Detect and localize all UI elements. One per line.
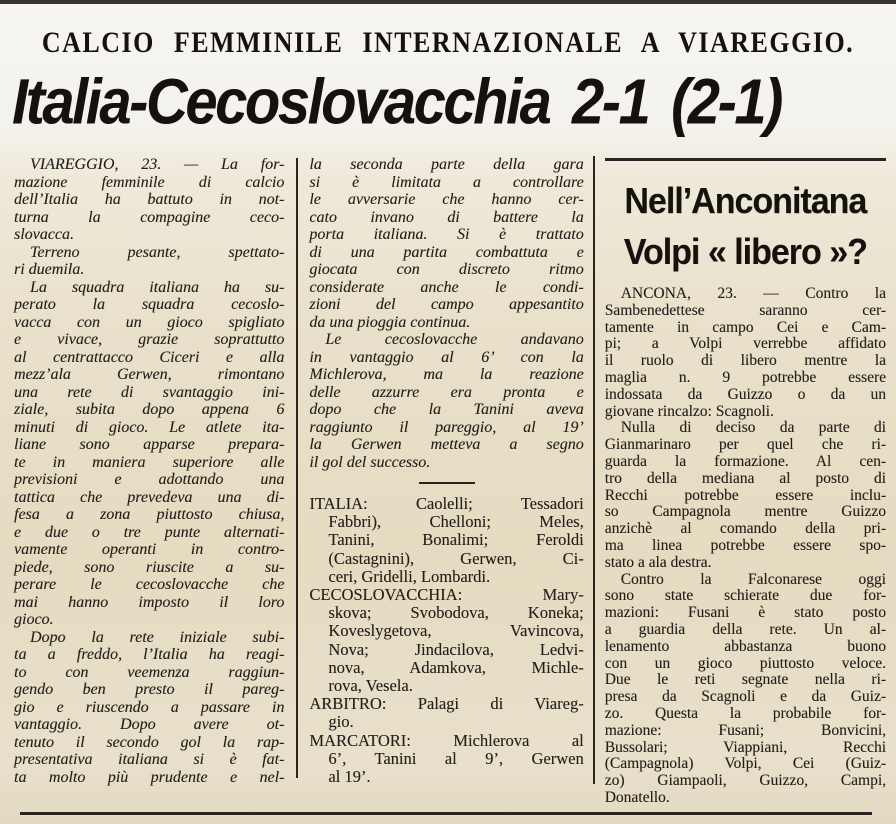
text-line: gendo ben presto il pareg- — [14, 681, 285, 698]
text-line: dell’Italia ha battuto in not- — [14, 191, 285, 208]
text-line: mazione femminile di calcio — [14, 173, 285, 191]
text-line: raggiunto il pareggio, al 19’ — [309, 418, 584, 436]
column-divider-1 — [296, 158, 298, 778]
text-line: delle azzurre era pronta e — [309, 383, 584, 401]
text-line: (Campagnola) Volpi, Cei (Guiz- — [604, 755, 886, 773]
text-line: giovane rincalzo: Scagnoli. — [604, 402, 774, 420]
text-line: Tanini, Bonalimi; Feroldi — [328, 530, 584, 550]
training-paragraph — [605, 572, 886, 807]
text-line: minuti di gioco. Le atlete ita- — [14, 418, 285, 436]
text-line: ARBITRO: Palagi di Viareg- — [309, 694, 584, 714]
text-line: Nova; Jindacilova, Ledvi- — [328, 639, 584, 659]
text-line: maglia n. 9 potrebbe essere — [604, 368, 886, 386]
text-line: con un gioco piuttosto veloce. — [604, 654, 886, 672]
text-line: mazione: Fusani; Bonvicini, — [604, 721, 886, 739]
side-article-headline — [605, 176, 886, 278]
main-article-column-1 — [14, 156, 284, 790]
text-line: Michlerova, ma la reazione — [309, 366, 584, 383]
text-line: stato a ala destra. — [604, 553, 712, 571]
text-line: cato invano di battere la — [309, 208, 584, 226]
text-line: (Castagnini), Gerwen, Ci- — [328, 548, 584, 568]
text-line: Due le reti segnate nella ri- — [604, 671, 886, 689]
main-article-column-2 — [309, 156, 583, 790]
bottom-rule — [20, 812, 872, 815]
text-line: VIAREGGIO, 23. — La for- — [30, 156, 285, 173]
text-line: mai hanno imposto il loro — [14, 593, 285, 611]
text-line: vantaggio. Dopo avere ot- — [14, 716, 285, 733]
text-line: gioco. — [14, 611, 54, 628]
text-line: si è limitata a controllare — [309, 173, 584, 191]
text-line: La squadra italiana ha su- — [30, 278, 285, 296]
text-line: vamente operanti in contro- — [14, 541, 285, 558]
side-article-column — [604, 156, 886, 806]
text-line: Nulla di deciso da parte di — [620, 419, 886, 437]
text-line: ta molto più prudente e nel- — [14, 768, 285, 786]
text-line: da una pioggia continua. — [309, 313, 471, 331]
text-line: zo. Questa la probabile for- — [604, 704, 886, 722]
text-line: Dopo la rete iniziale subi- — [30, 628, 285, 646]
conditions-paragraph — [14, 244, 284, 279]
text-line: a guardia della rete. Un al- — [604, 620, 886, 638]
text-line: pi; a Volpi verrebbe affidato — [604, 335, 886, 353]
text-line: Fabbri), Chelloni; Meles, — [328, 512, 584, 532]
text-line: ITALIA: Caolelli; Tessadori — [309, 494, 584, 513]
text-line: porta italiana. Si è trattato — [309, 226, 584, 243]
text-line: tattica che prevedeva una di- — [14, 488, 285, 506]
text-line: zioni del campo appesantito — [309, 296, 584, 313]
match-report-continued — [309, 156, 583, 471]
text-line: ziale, subita dopo appena 6 — [14, 401, 285, 418]
text-line: Gianmarinaro per quel che ri- — [604, 436, 886, 454]
side-headline-line-1: Nell’Anconitana — [624, 181, 867, 222]
text-line: perare le cecoslovacche che — [14, 576, 285, 593]
lineup-marcatori — [309, 732, 583, 787]
text-line: gio e riuscendo a passare in — [14, 698, 285, 716]
text-line: presa da Scagnoli e da Guiz- — [604, 688, 886, 706]
text-line: ma linea potrebbe essere spo- — [604, 536, 886, 554]
text-line: ta a freddo, l’Italia ha reagi- — [14, 646, 285, 663]
text-line: rova, Vesela. — [328, 676, 413, 696]
text-line: di una partita combattuta e — [309, 243, 584, 261]
text-line: Recchi potrebbe essere inclu- — [604, 486, 886, 504]
text-line: tamente in campo Cei e Cam- — [604, 318, 886, 336]
text-line: ri duemila. — [14, 261, 85, 278]
text-line: anzichè al comando della pri- — [604, 520, 886, 538]
text-line: vacca con un gioco spigliato — [14, 313, 285, 331]
text-line: una rete di svantaggio ini- — [14, 383, 285, 401]
lineup-list — [309, 495, 583, 786]
text-line: skova; Svobodova, Koneka; — [328, 603, 584, 623]
lineup-italia — [309, 495, 583, 586]
text-line: CECOSLOVACCHIA: Mary- — [309, 585, 584, 605]
text-line: Bussolari; Viappiani, Recchi — [604, 738, 886, 756]
text-line: fesa a zona piuttosto chiusa, — [14, 506, 285, 523]
text-line: e vivace, grazie soprattutto — [14, 331, 285, 348]
lineup-arbitro — [309, 695, 583, 731]
text-line: tro della mediana al posto di — [604, 469, 886, 487]
reaction-paragraph — [14, 629, 284, 787]
text-line: lenamento abbastanza buono — [604, 637, 886, 655]
text-line: Sambenedettese saranno cer- — [604, 301, 886, 319]
text-line: gio. — [328, 712, 354, 732]
text-line: al centrattacco Ciceri e alla — [14, 348, 285, 366]
text-line: te in maniera superiore alle — [14, 453, 285, 471]
lineup-divider-rule — [419, 482, 475, 484]
text-line: guarda la formazione. Al cen- — [604, 452, 886, 470]
text-line: nova, Adamkova, Michle- — [328, 657, 584, 677]
side-article-text — [605, 286, 886, 807]
text-line: Contro la Falconarese oggi — [620, 570, 886, 588]
text-line: e due o tre punte alternati- — [14, 523, 285, 541]
side-article-top-rule — [605, 158, 886, 161]
text-line: le avversarie che hanno cer- — [309, 191, 584, 208]
text-line: MARCATORI: Michlerova al — [309, 730, 584, 750]
article-body — [0, 156, 896, 806]
text-line: perato la squadra cecoslo- — [14, 296, 285, 313]
text-line: previsioni e adottando una — [14, 471, 285, 488]
side-headline-line-2: Volpi « libero »? — [623, 232, 867, 273]
text-line: indossata da Guizzo o da un — [604, 385, 886, 403]
text-line: in vantaggio al 6’ con la — [309, 348, 584, 366]
ancona-intro-paragraph — [605, 286, 886, 420]
kicker-headline: CALCIO FEMMINILE INTERNAZIONALE A VIAREGGIO. — [41, 26, 855, 59]
lineup-cecoslovacchia — [309, 586, 583, 695]
text-line: piede, sono riuscite a su- — [14, 558, 285, 576]
text-line: Le cecoslovacche andavano — [325, 331, 584, 348]
text-line: Terreno pesante, spettato- — [30, 243, 285, 261]
text-line: to con veemenza raggiun- — [14, 663, 285, 681]
intro-paragraph — [14, 156, 284, 244]
text-line: il gol del successo. — [309, 453, 431, 471]
text-line: considerate anche le condi- — [309, 278, 584, 296]
text-line: zo) Giampaoli, Guizzo, Campi, — [604, 772, 886, 790]
match-analysis-paragraph — [14, 279, 284, 629]
text-line: 6’, Tanini al 9’, Gerwen — [328, 748, 584, 768]
text-line: ANCONA, 23. — Contro la — [620, 285, 886, 302]
text-line: so Campagnola mentre Guizzo — [604, 503, 886, 521]
goals-paragraph — [309, 331, 583, 471]
formation-doubts-paragraph — [605, 420, 886, 571]
text-line: al 19’. — [328, 767, 371, 787]
text-line: liane sono apparse prepara- — [14, 436, 285, 453]
text-line: sono state schierate due for- — [604, 587, 886, 605]
text-line: giocata con discreto ritmo — [309, 261, 584, 278]
text-line: Koveslygetova, Vavincova, — [328, 621, 584, 641]
text-line: ceri, Gridelli, Lombardi. — [328, 566, 491, 586]
text-line: turna la compagine ceco- — [14, 208, 285, 226]
text-line: la Gerwen metteva a segno — [309, 436, 584, 453]
column-divider-2 — [593, 156, 595, 784]
text-line: il ruolo di libero mentre la — [604, 352, 886, 370]
text-line: presentativa italiana si è fat- — [14, 751, 285, 768]
text-line: tenuto il secondo gol la rap- — [14, 733, 285, 751]
text-line: dopo che la Tanini aveva — [309, 401, 584, 418]
text-line: mazioni: Fusani è stato posto — [604, 604, 886, 622]
text-line: slovacca. — [14, 226, 74, 243]
text-line: Donatello. — [604, 788, 670, 806]
main-headline: Italia-Cecoslovacchia 2-1 (2-1) — [12, 66, 781, 138]
reaction-paragraph-continued — [309, 156, 583, 331]
text-line: mezz’ala Gerwen, rimontano — [14, 366, 285, 383]
text-line: la seconda parte della gara — [309, 156, 584, 173]
